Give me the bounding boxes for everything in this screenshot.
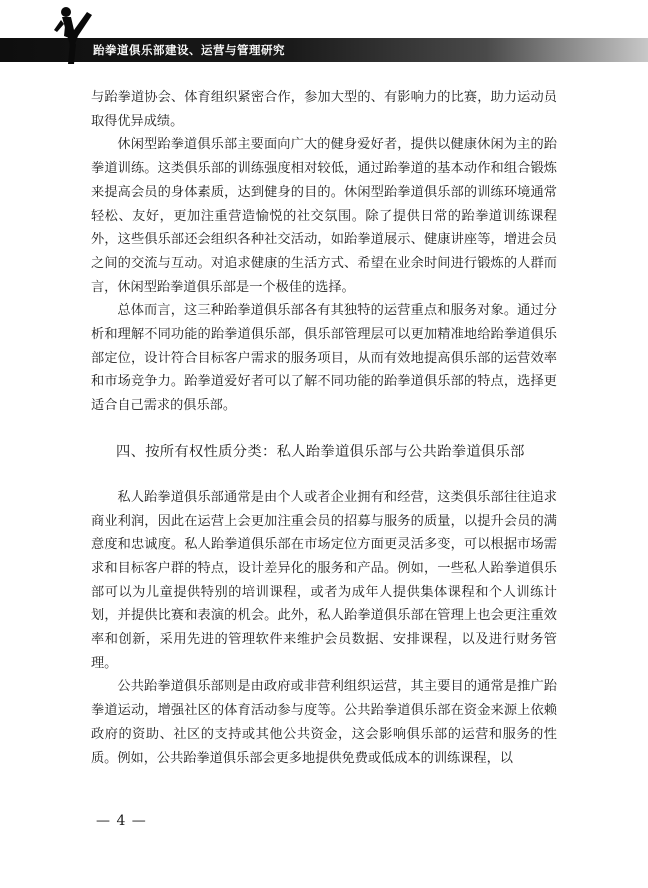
body-text [91,86,557,770]
paragraph-private-club: 私人跆拳道俱乐部通常是由个人或者企业拥有和经营，这类俱乐部往往追求商业利润，因此在运营上会更加注重会员的招募与服务的质量，以提升会员的满意度和忠诚度。私人跆拳道俱乐部在市场定位方面更灵活多变，可以根据市场需求和目标客户群的特点，设计差异化的服务和产品。例如，一些私人跆拳道俱乐部可以为儿童提供特别的培训课程，或者为成年人提供集体课程和个人训练计划，并提供比赛和表演的机会。此外，私人跆拳道俱乐部在管理上也会更注重效率和创新，采用先进的管理软件来维护会员数据、安排课程，以及进行财务管理。 [91,489,557,671]
page-number: — 4 — [96,813,147,829]
paragraph-continuation: 与跆拳道协会、体育组织紧密合作，参加大型的、有影响力的比赛，助力运动员取得优异成绩。 [91,90,557,129]
section-heading: 四、按所有权性质分类：私人跆拳道俱乐部与公共跆拳道俱乐部 [116,443,525,460]
paragraph-leisure-club: 休闲型跆拳道俱乐部主要面向广大的健身爱好者，提供以健康休闲为主的跆拳道训练。这类俱乐部的训练强度相对较低，通过跆拳道的基本动作和组合锻炼来提高会员的身体素质，达到健身的目的。休闲型跆拳道俱乐部的训练环境通常轻松、友好，更加注重营造愉悦的社交氛围。除了提供日常的跆拳道训练课程外，这些俱乐部还会组织各种社交活动，如跆拳道展示、健康讲座等，增进会员之间的交流与互动。对追求健康的生活方式、希望在业余时间进行锻炼的人群而言，休闲型跆拳道俱乐部是一个极佳的选择。 [91,137,557,295]
paragraph-summary: 总体而言，这三种跆拳道俱乐部各有其独特的运营重点和服务对象。通过分析和理解不同功能的跆拳道俱乐部，俱乐部管理层可以更加精准地给跆拳道俱乐部定位，设计符合目标客户需求的服务项目，从而有效地提高俱乐部的运营效率和市场竞争力。跆拳道爱好者可以了解不同功能的跆拳道俱乐部的特点，选择更适合自己需求的俱乐部。 [91,303,557,414]
running-title: 跆拳道俱乐部建设、运营与管理研究 [93,43,285,57]
paragraph-public-club: 公共跆拳道俱乐部则是由政府或非营利组织运营，其主要目的通常是推广跆拳道运动，增强社区的体育活动参与度等。公共跆拳道俱乐部在资金来源上依赖政府的资助、社区的支持或其他公共资金，这会影响俱乐部的运营和服务的性质。例如，公共跆拳道俱乐部会更多地提供免费或低成本的训练课程，以 [91,679,557,766]
running-header [0,0,648,72]
